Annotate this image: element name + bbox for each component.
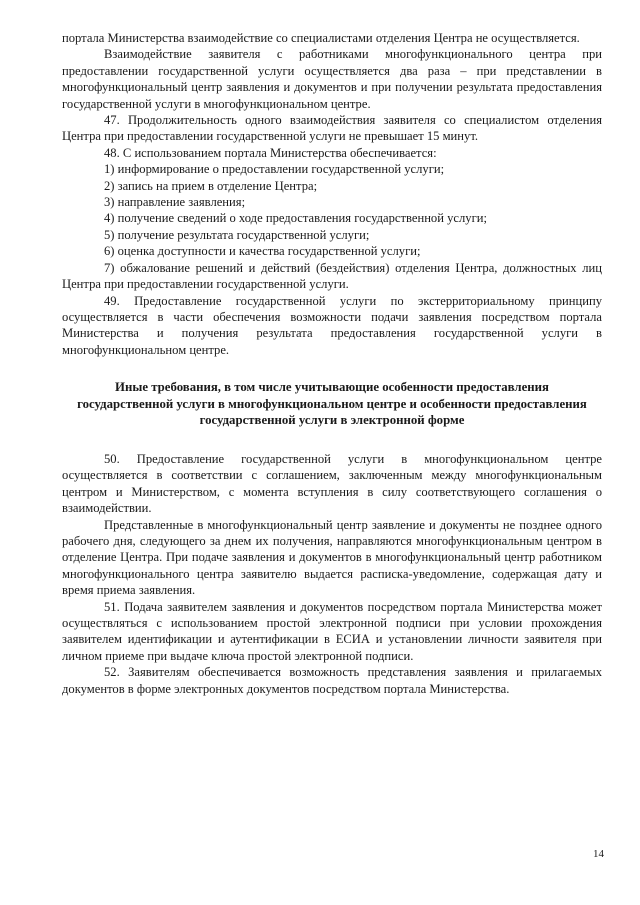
list-item-7: 7) обжалование решений и действий (бездействия) отделения Центра, должностных лиц Центра при предоставлении государственной услуги. (62, 260, 602, 292)
paragraph-48: 48. С использованием портала Министерства обеспечивается: (104, 145, 437, 160)
paragraph-52: 52. Заявителям обеспечивается возможность представления заявления и прилагаемых документов в форме электронных документов посредством портала Министерства. (62, 665, 602, 696)
paragraph-mfc-interaction: Взаимодействие заявителя с работниками многофункционального центра при предоставлении государственной услуги осуществляется два раза – при представлении в многофункциональный центр заявления и документов и при получении результата предоставления государственной услуги в многофункциональном центре. (62, 47, 602, 111)
list-item-1: 1) информирование о предоставлении государственной услуги; (104, 162, 445, 177)
list-item-3: 3) направление заявления; (104, 195, 246, 210)
paragraph-continuation: портала Министерства взаимодействие со специалистами отделения Центра не осуществляется. (62, 31, 580, 45)
paragraph-47: 47. Продолжительность одного взаимодействия заявителя со специалистом отделения Центра при предоставлении государственной услуги не превышает 15 минут. (62, 113, 602, 144)
paragraph-mfc-documents: Представленные в многофункциональный центр заявление и документы не позднее одного рабочего дня, следующего за днем их получения, направляются многофункциональным центром в отделение Центра. При подаче заявления и документов в многофункциональный центр работником многофункционального центра заявителю выдается расписка-уведомление, содержащая дату и время приема заявления. (62, 517, 602, 598)
list-item-5: 5) получение результата государственной услуги; (104, 227, 370, 242)
paragraph-49: 49. Предоставление государственной услуги по экстерриториальному принципу осуществляется в части обеспечения возможности подачи заявления посредством портала Министерства и получения результата предоставления государственной услуги в многофункциональном центре. (62, 293, 602, 357)
list-item-6: 6) оценка доступности и качества государственной услуги; (104, 244, 421, 259)
list-item-4: 4) получение сведений о ходе предоставления государственной услуги; (104, 211, 487, 226)
paragraph-50: 50. Предоставление государственной услуги в многофункциональном центре осуществляется в соответствии с соглашением, заключенным между многофункциональным центром и Министерством, с момента вступления в силу соответствующего соглашения о взаимодействии. (62, 451, 602, 516)
page-number: 14 (593, 848, 604, 860)
list-item-2: 2) запись на прием в отделение Центра; (104, 178, 318, 193)
section-heading: Иные требования, в том числе учитывающие особенности предоставления государственной услуги в многофункциональном центре и особенности предоставления государственной услуги в электронной форме (77, 380, 587, 428)
paragraph-51: 51. Подача заявителем заявления и документов посредством портала Министерства может осуществляться с использованием простой электронной подписи при условии прохождения заявителем идентификации и аутентификации в ЕСИА и установлении личности заявителя при личном приеме при выдаче ключа простой электронной подписи. (62, 599, 602, 663)
